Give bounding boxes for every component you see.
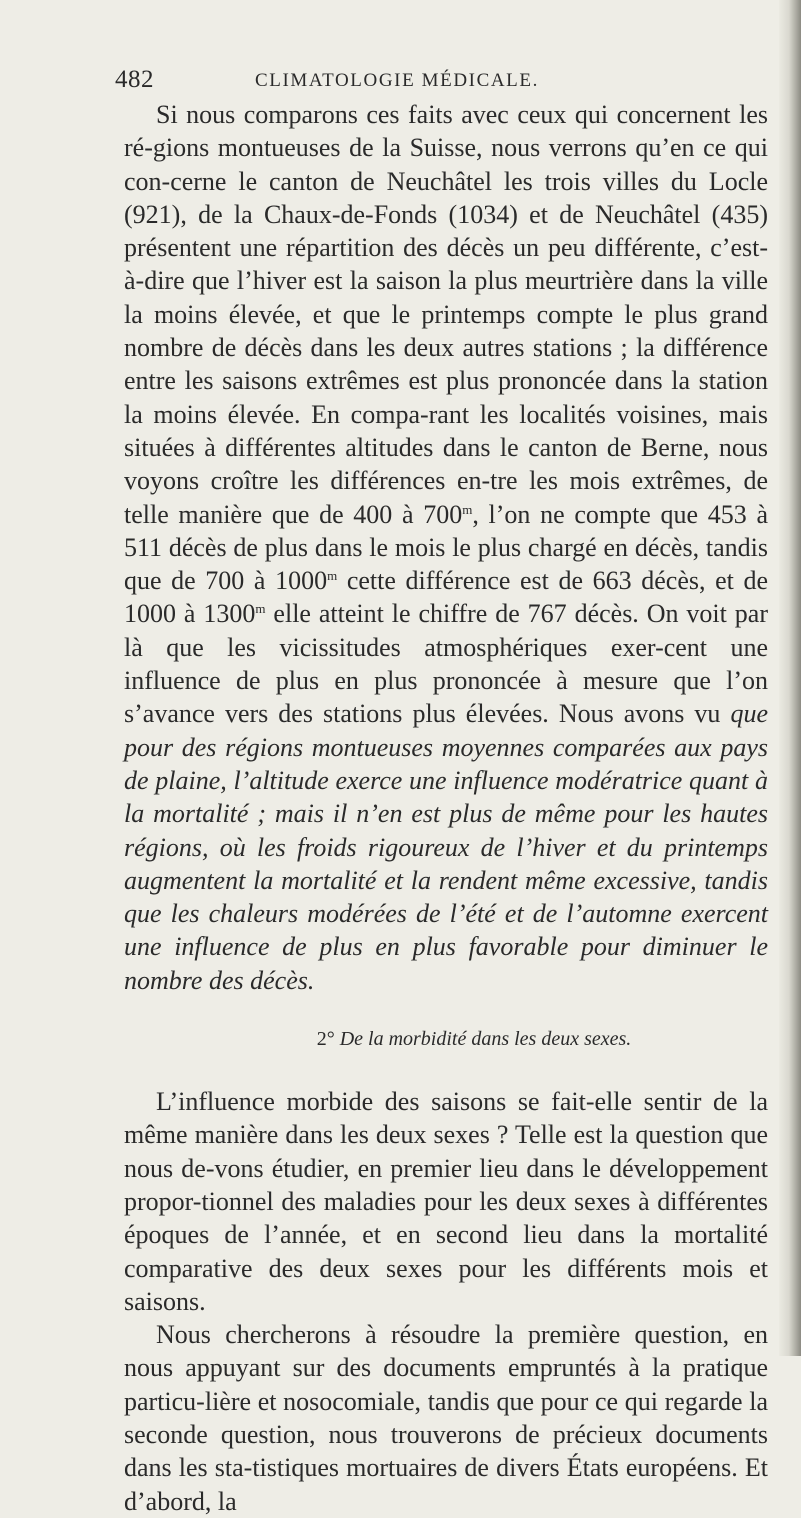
- paragraph-morbidity-question: L’influence morbide des saisons se fait-elle sentir de la même manière dans les deux sexes ? Telle est la question que nous de-vons étudier, en premier lieu dans le développement propor-tionnel des maladies pour les deux sexes à différentes époques de l’année, et en second lieu dans la mortalité comparative des deux sexes pour les différents mois et saisons.: [124, 1087, 768, 1316]
- paragraph-text: elle atteint le chiffre de 767 décès. On voit par là que les vicissitudes atmosphériques exer-cent une influence de plus en plus prononcée à mesure que l’on s’avance vers des stations plus élevées. Nous avons vu: [124, 599, 768, 729]
- unit-superscript: m: [255, 601, 266, 617]
- page-number: 482: [115, 66, 154, 93]
- page-edge-shadow: [779, 0, 801, 1356]
- italic-conclusion: que pour des régions montueuses moyennes comparées aux pays de plaine, l’altitude exerce une influence modératrice quant à la mortalité ; mais il n’en est plus de même pour les hautes régions, où les froids rigoureux de l’hiver et du printemps augmentent la mortalité et la rendent même excessive, tandis que les chaleurs modérées de l’été et de l’automne exercent une influence de plus en plus favorable pour diminuer le nombre des décès.: [124, 699, 768, 995]
- section-heading: [124, 1026, 768, 1052]
- unit-superscript: m: [462, 501, 473, 517]
- paragraph-text: , l’on ne compte que 453 à 511 décès de plus dans le mois le plus chargé en décès, tandis que de 700 à 1000: [124, 499, 768, 596]
- paragraph-text: Si nous comparons ces faits avec ceux qui concernent les ré-gions montueuses de la Suisse, nous verrons qu’en ce qui con-cerne le canton de Neuchâtel les trois villes du Locle (921), de la Chaux-de-Fonds (1034) et de Neuchâtel (435) présentent une répartition des décès un peu différente, c’est-à-dire que l’hiver est la saison la plus meurtrière dans la ville la moins élevée, et que le printemps compte le plus grand nombre de décès dans les deux autres stations ; la différence entre les saisons extrêmes est plus prononcée dans la station la moins élevée. En compa-rant les localités voisines, mais situées à différentes altitudes dans le canton de Berne, nous voyons croître les différences en-tre les mois extrêmes, de telle manière que de 400 à 700: [124, 100, 768, 529]
- section-number: 2°: [316, 1028, 340, 1051]
- unit-superscript: m: [327, 568, 338, 584]
- paragraph-altitude-mortality: [124, 98, 768, 997]
- section-title: De la morbidité dans les deux sexes.: [339, 1028, 632, 1051]
- paragraph-research-plan: Nous chercherons à résoudre la première question, en nous appuyant sur des documents empruntés à la pratique particu-lière et nosocomiale, tandis que pour ce qui regarde la seconde question, nous trouverons de précieux documents dans les sta-tistiques mortuaires de divers États européens. Et d’abord, la: [124, 1320, 768, 1516]
- page-header: [115, 66, 755, 100]
- text-body: [124, 98, 768, 1518]
- running-title: CLIMATOLOGIE MÉDICALE.: [255, 70, 539, 91]
- paragraph-text: cette différence est de 663 décès, et de 1000 à 1300: [124, 566, 769, 629]
